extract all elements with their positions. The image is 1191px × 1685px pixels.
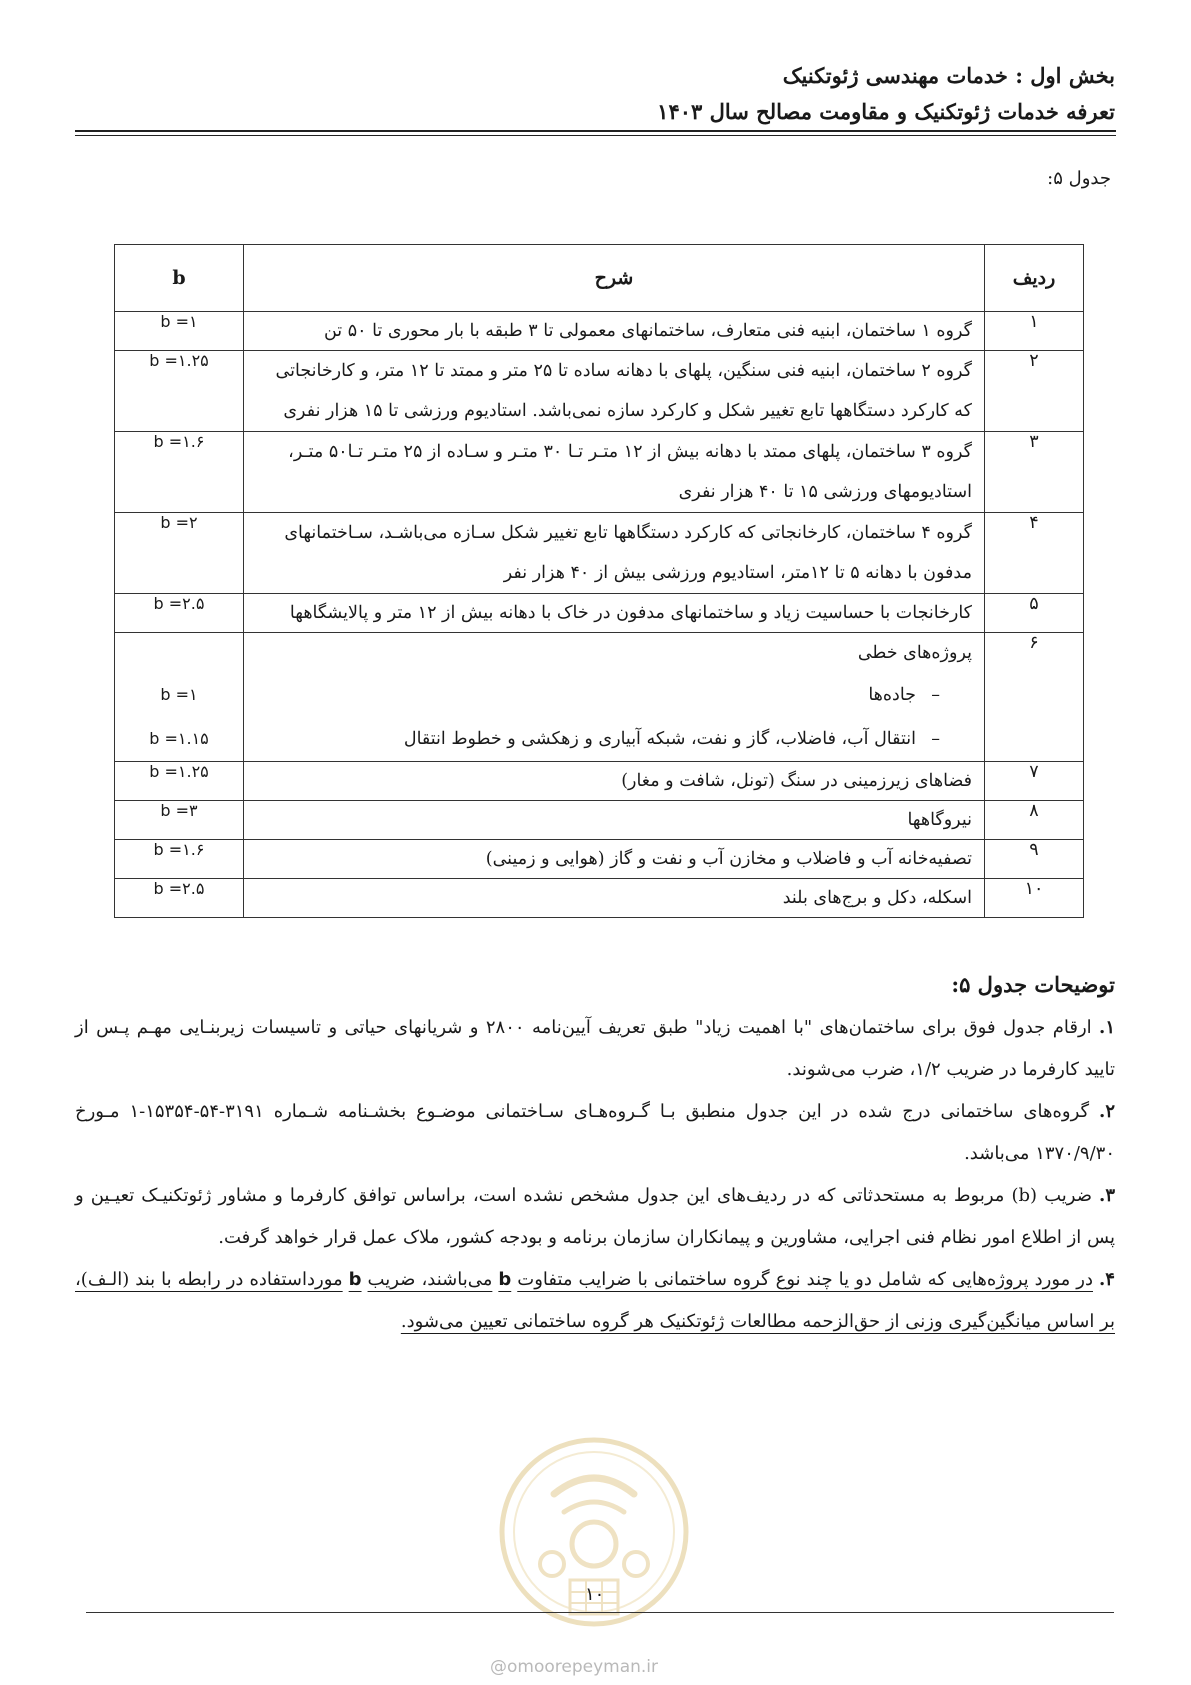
row-number: ۹ bbox=[985, 840, 1084, 879]
sub-item bbox=[256, 673, 972, 717]
row-number: ۵ bbox=[985, 594, 1084, 633]
row-description bbox=[244, 879, 985, 918]
table-row bbox=[115, 801, 1084, 840]
row-coefficient: b =۲.۵ bbox=[115, 594, 244, 633]
linear-projects-title: پروژه‌های خطی bbox=[857, 643, 972, 663]
table-row bbox=[115, 513, 1084, 594]
row-number: ۳ bbox=[985, 432, 1084, 513]
dash-bullet: – bbox=[931, 729, 940, 749]
table-row bbox=[115, 351, 1084, 432]
coefficient-symbol: b bbox=[348, 1269, 362, 1290]
row-coefficient: b =۲.۵ bbox=[115, 879, 244, 918]
sub-item-coefficient: b =۱.۱۵ bbox=[149, 729, 209, 748]
row-number: ۷ bbox=[985, 762, 1084, 801]
row-coefficient: b =۲ bbox=[115, 513, 244, 594]
row-description bbox=[244, 594, 985, 633]
row-description bbox=[244, 513, 985, 594]
row-description bbox=[244, 312, 985, 351]
row-coefficient: b =۳ bbox=[115, 801, 244, 840]
note-item bbox=[75, 1007, 1115, 1091]
header-rule-thick bbox=[75, 130, 1116, 132]
table-row bbox=[115, 633, 1084, 762]
row-description bbox=[244, 762, 985, 801]
description-line: اسکله، دکل و برج‌های بلند bbox=[782, 888, 972, 908]
row-number: ۴ bbox=[985, 513, 1084, 594]
row-number: ۶ bbox=[985, 633, 1084, 762]
description-line: تصفیه‌خانه آب و فاضلاب و مخازن آب و نفت و گاز (هوایی و زمینی) bbox=[485, 849, 972, 869]
note-item bbox=[75, 1175, 1115, 1259]
row-coefficient bbox=[115, 633, 244, 762]
row-coefficient: b =۱.۶ bbox=[115, 432, 244, 513]
table-notes bbox=[75, 972, 1115, 1343]
description-line: گروه ۲ ساختمان، ابنیه فنی سنگین، پلهای با دهانه ساده تا ۲۵ متر و ممتد تا ۱۲ متر، و کارخانجاتی bbox=[275, 361, 972, 381]
description-line: کارخانجات با حساسیت زیاد و ساختمانهای مدفون در خاک با دهانه بیش از ۱۲ متر و پالایشگاهها bbox=[289, 603, 972, 623]
note-text: مورداستفاده در رابطه با بند (الـف)، بر اساس میانگین‌گیری وزنی از حق‌الزحمه مطالعات ژئوتکنیک هر گروه ساختمانی تعیین می‌شود. bbox=[75, 1269, 1115, 1332]
note-text: ضریب (b) مربوط به مستحدثاتی که در ردیف‌های این جدول مشخص نشده است، براساس توافق کارفرما و مشاور ژئوتکنیـک تعیـین و پس از اطلاع امور نظام فنی اجرایی، مشاورین و پیمانکاران سازمان برنامه و بودجه کشور، ملاک عمل قرار خواهد گرفت. bbox=[75, 1185, 1115, 1248]
table-row bbox=[115, 840, 1084, 879]
note-text: گروه‌های ساختمانی درج شده در این جدول منطبق بـا گـروه‌هـای سـاختمانی موضـوع بخشـنامه شـماره ۳۱۹۱-۵۴-۱۵۳۵۴-۱ مـورخ ۱۳۷۰/۹/۳۰ می‌باشد. bbox=[75, 1101, 1115, 1164]
page-number: ۱۰ bbox=[585, 1584, 605, 1605]
table-row bbox=[115, 879, 1084, 918]
header-row-number: ردیف bbox=[985, 245, 1084, 312]
tariff-table bbox=[114, 244, 1084, 918]
description-line: گروه ۳ ساختمان، پلهای ممتد با دهانه بیش از ۱۲ متـر تـا ۳۰ متـر و سـاده از ۲۵ متـر تـا۵۰ متـر، bbox=[288, 442, 972, 462]
description-line: فضاهای زیرزمینی در سنگ (تونل، شافت و مغار) bbox=[621, 771, 972, 791]
header-coefficient: b bbox=[115, 245, 244, 312]
note-text: ارقام جدول فوق برای ساختمان‌های "با اهمیت زیاد" طبق تعریف آیین‌نامه ۲۸۰۰ و شریانهای حیاتی و تاسیسات زیربنـایی مهـم پـس از تایید کارفرما در ضریب ۱/۲، ضرب می‌شوند. bbox=[75, 1017, 1115, 1080]
section-title: بخش اول : خدمات مهندسی ژئوتکنیک bbox=[782, 63, 1115, 88]
header-description: شرح bbox=[244, 245, 985, 312]
sub-item-text: جاده‌ها bbox=[868, 685, 916, 705]
dash-bullet: – bbox=[931, 685, 940, 705]
sub-item-text: انتقال آب، فاضلاب، گاز و نفت، شبکه آبیاری و زهکشی و خطوط انتقال bbox=[403, 729, 916, 749]
description-line: نیروگاهها bbox=[907, 810, 972, 830]
row-description bbox=[244, 351, 985, 432]
row-coefficient: b =۱.۲۵ bbox=[115, 351, 244, 432]
row-number: ۲ bbox=[985, 351, 1084, 432]
sub-item bbox=[256, 717, 972, 761]
row-description bbox=[244, 840, 985, 879]
coefficient-symbol: b bbox=[498, 1269, 512, 1290]
note-item bbox=[75, 1091, 1115, 1175]
notes-title: توضیحات جدول ۵: bbox=[951, 972, 1115, 997]
row-description bbox=[244, 801, 985, 840]
note-number: ۱. bbox=[1099, 1017, 1115, 1038]
description-line: مدفون با دهانه ۵ تا ۱۲متر، استادیوم ورزشی بیش از ۴۰ هزار نفر bbox=[503, 563, 972, 583]
table-row bbox=[115, 594, 1084, 633]
note-number: ۲. bbox=[1099, 1101, 1115, 1122]
table-header-row bbox=[115, 245, 1084, 312]
description-line: گروه ۴ ساختمان، کارخانجاتی که کارکرد دستگاهها تابع تغییر شکل سـازه می‌باشـد، سـاختمانهای bbox=[284, 523, 972, 543]
note-text: می‌باشند، ضریب bbox=[367, 1269, 493, 1290]
note-text: در مورد پروژه‌هایی که شامل دو یا چند نوع گروه ساختمانی با ضرایب متفاوت bbox=[517, 1269, 1093, 1290]
site-watermark: @omoorepeyman.ir bbox=[490, 1657, 659, 1677]
table-caption: جدول ۵: bbox=[1047, 168, 1111, 189]
note-item bbox=[75, 1259, 1115, 1343]
header-rule-thin bbox=[75, 135, 1116, 136]
row-description bbox=[244, 432, 985, 513]
row-description bbox=[244, 633, 985, 762]
table-row bbox=[115, 762, 1084, 801]
spacer bbox=[127, 633, 231, 673]
row-coefficient: b =۱.۶ bbox=[115, 840, 244, 879]
description-line: که کارکرد دستگاهها تابع تغییر شکل و کارکرد سازه نمی‌باشد. استادیوم ورزشی تا ۱۵ هزار نفری bbox=[283, 401, 972, 421]
description-line: گروه ۱ ساختمان، ابنیه فنی متعارف، ساختمانهای معمولی تا ۳ طبقه با بار محوری تا ۵۰ تن bbox=[323, 321, 972, 341]
row-coefficient: b =۱.۲۵ bbox=[115, 762, 244, 801]
row-number: ۱۰ bbox=[985, 879, 1084, 918]
page-header bbox=[75, 58, 1115, 130]
sub-item-coefficient: b =۱ bbox=[160, 685, 198, 704]
table-row bbox=[115, 312, 1084, 351]
row-coefficient: b =۱ bbox=[115, 312, 244, 351]
tariff-title: تعرفه خدمات ژئوتکنیک و مقاومت مصالح سال ۱۴۰۳ bbox=[657, 99, 1115, 124]
footer-rule bbox=[86, 1612, 1114, 1613]
row-number: ۱ bbox=[985, 312, 1084, 351]
description-line: استادیومهای ورزشی ۱۵ تا ۴۰ هزار نفری bbox=[678, 482, 972, 502]
note-number: ۳. bbox=[1099, 1185, 1115, 1206]
note-number: ۴. bbox=[1099, 1269, 1115, 1290]
row-number: ۸ bbox=[985, 801, 1084, 840]
table-row bbox=[115, 432, 1084, 513]
